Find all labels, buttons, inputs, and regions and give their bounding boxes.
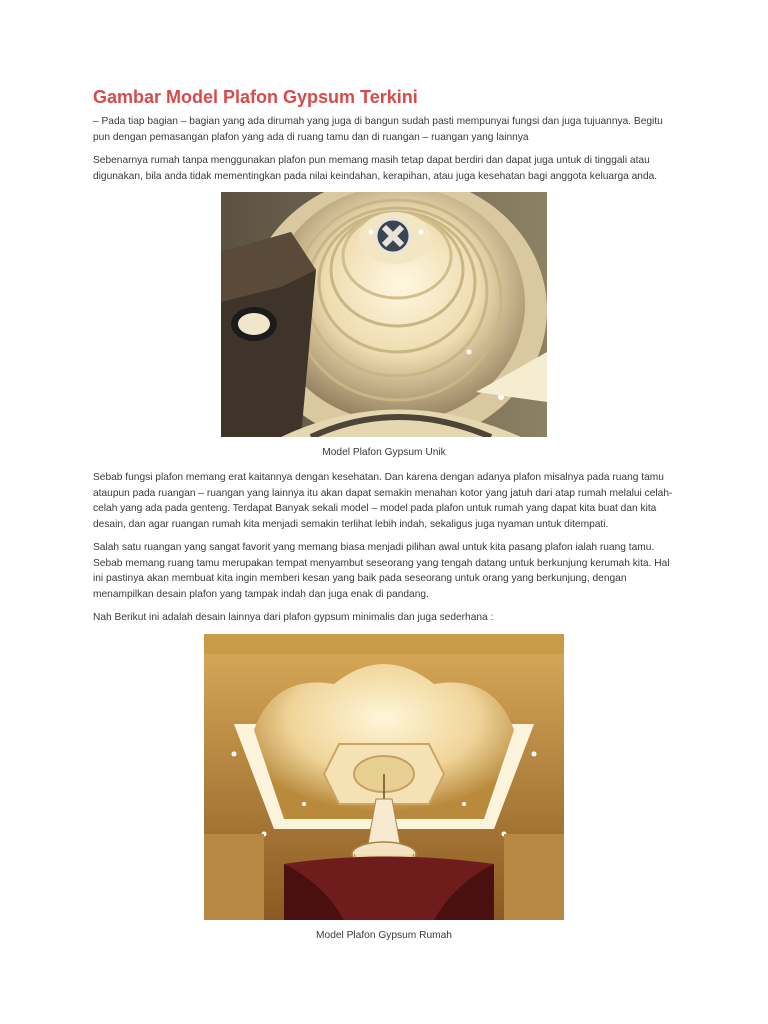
article-title: Gambar Model Plafon Gypsum Terkini	[93, 87, 418, 107]
paragraph-5: Nah Berikut ini adalah desain lainnya dari plafon gypsum minimalis dan juga sederhana :	[93, 612, 494, 623]
paragraph-4: Salah satu ruangan yang sangat favorit yang memang biasa menjadi pilihan awal untuk kita pasang plafon ialah ruang tamu. Sebab memang ruang tamu merupakan tempat menyambut seseorang yang tengah datang untuk berkunjung kerumah kita. Hal ini pastinya akan membuat kita ingin memberi kesan yang baik pada seseorang untuk orang yang berkunjung, dengan menampilkan desain plafon yang tampak indah dan juga enak di pandang.	[93, 542, 670, 600]
article	[93, 86, 675, 953]
dome-ceiling-photo	[221, 192, 547, 437]
figure-caption: Model Plafon Gypsum Unik	[322, 447, 446, 458]
paragraph-intro: – Pada tiap bagian – bagian yang ada dirumah yang juga di bangun sudah pasti mempunyai fungsi dan juga tujuannya. Begitu pun dengan pemasangan plafon yang ada di ruang tamu dan di ruangan – ruangan yang lainnya	[93, 116, 663, 143]
paragraph-2: Sebenarnya rumah tanpa menggunakan plafon pun memang masih tetap dapat berdiri dan dapat juga untuk di tinggali atau digunakan, bila anda tidak mementingkan pada nilai keindahan, kerapihan, atau juga kesehatan bagi anggota keluarga anda.	[93, 155, 658, 182]
chandelier-ceiling-photo	[204, 634, 564, 920]
figure-chandelier-ceiling	[93, 634, 675, 943]
paragraph-3: Sebab fungsi plafon memang erat kaitannya dengan kesehatan. Dan karena dengan adanya plafon misalnya pada ruang tamu ataupun pada ruangan – ruangan yang lainnya itu akan dapat semakin menahan kotor yang jatuh dari atap rumah melalui celah-celah yang ada pada genteng. Terdapat Banyak sekali model – model pada plafon untuk rumah yang dapat kita buat dan kita desain, dan agar ruangan rumah kita menjadi semakin terlihat lebih indah, sekaligus juga nyaman untuk ditempati.	[93, 472, 673, 530]
figure-caption: Model Plafon Gypsum Rumah	[316, 929, 452, 941]
figure-dome-ceiling	[93, 192, 675, 460]
